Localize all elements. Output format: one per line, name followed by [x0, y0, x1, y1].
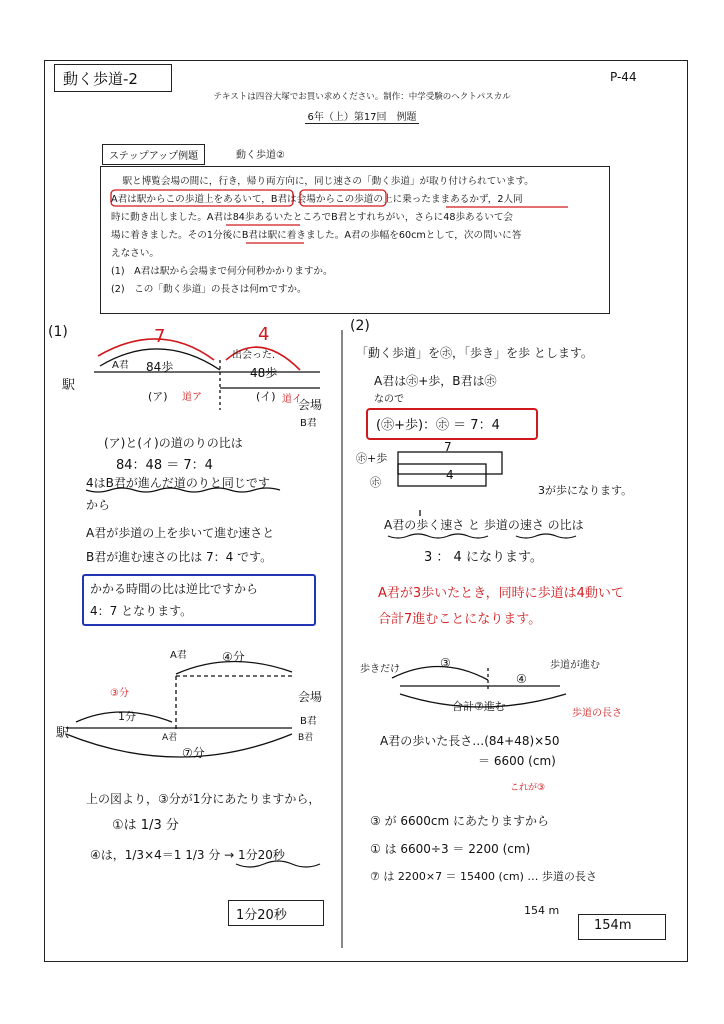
d1-venue: 会場 [298, 398, 323, 412]
d2-a-kun: A君 [170, 650, 187, 661]
calc-6: 154 m [524, 904, 560, 917]
d2-b-kun: B君 [300, 716, 317, 727]
calc-5: ⑦ は 2200×7 ＝ 15400 (cm) … 歩道の長さ [370, 870, 597, 883]
d3-ho-plus: ㋭+歩 [356, 452, 388, 465]
d4-total: 合計⑦進む [452, 700, 506, 713]
answer-1: 1分20秒 [236, 908, 287, 923]
step-topic: 動く歩道② [236, 150, 285, 161]
mark-a-circle [111, 190, 293, 206]
p1-text8: ①は 1/3 分 [112, 818, 179, 833]
blue-line-2: 4：7 となります。 [90, 604, 193, 618]
d1-p-b: (イ) [256, 390, 276, 403]
d1-steps48: 48歩 [250, 366, 278, 380]
p1-text6: B君が進む速さの比は 7：4 です。 [86, 550, 273, 564]
page-number: P-44 [610, 70, 637, 84]
d2-b-label: B君 [298, 733, 314, 743]
d4-length: 歩道の長さ [572, 708, 622, 719]
d4-three: ③ [440, 656, 451, 670]
d2-a-label: A君 [162, 733, 178, 743]
d4-walk-only: 歩きだけ [360, 664, 400, 675]
d2-one-min: 1分 [118, 710, 136, 723]
problem-line: A君は駅からこの歩道上をあるいて，B君は会場からこの歩道の上に乗ったままあるかず，2人同 [111, 194, 523, 205]
d2-four-min: ④分 [222, 650, 245, 664]
diagram-2 [66, 661, 292, 757]
blue-line-1: かかる時間の比は逆比ですから [90, 582, 259, 596]
p2-text3: なので [374, 394, 404, 405]
d1-station: 駅 [62, 378, 76, 393]
d3-seven: 7 [444, 440, 452, 454]
d4-walkway: 歩道が進む [550, 660, 600, 671]
d2-seven-min: ⑦分 [182, 746, 205, 760]
p1-text3: 4はB君が進んだ道のりと同じです [86, 476, 270, 490]
d1-path-a: 道ア [182, 392, 202, 403]
problem-line: 場に着きました。その1分後にB君は駅に着きました。A君の歩幅を60cmとして，次の問いに答 [111, 230, 522, 241]
d1-b-kun: B君 [300, 418, 317, 429]
p2-text1: 「動く歩道」を㋭，「歩き」を歩 とします。 [356, 346, 593, 360]
credit-line: テキストは四谷大塚でお買い求めください。制作：中学受験のヘクトパスカル [213, 92, 511, 102]
calc-2: ＝ 6600 (cm) [478, 754, 556, 768]
part1-label: (1) [48, 324, 68, 340]
calc-1: A君の歩いた長さ…(84+48)×50 [380, 734, 560, 748]
d1-a-kun: A君 [112, 360, 129, 371]
d1-seven: 7 [154, 326, 166, 347]
p2-text4: A君の歩く速さ と 歩道の速さ の比は [384, 518, 584, 532]
d3-note: 3が歩になります。 [538, 484, 633, 497]
problem-line: 時に動き出しました。A君は84歩あるいたところでB君とすれちがい，さらに48歩あるいて会 [111, 212, 514, 223]
lesson-line: 6年（上）第17回 例題 [307, 112, 417, 123]
d3-four: 4 [446, 468, 454, 482]
d1-four: 4 [258, 324, 270, 345]
d1-steps84: 84歩 [146, 360, 174, 374]
diagram-3 [398, 452, 502, 516]
p1-text1: (ア)と(イ)の道のりの比は [104, 436, 243, 450]
d2-three-min: ③分 [110, 688, 129, 699]
p2-text5: 3 ： 4 になります。 [424, 550, 543, 565]
question-2: (2) この「動く歩道」の長さは何mですか。 [111, 284, 307, 295]
d4-four: ④ [516, 672, 527, 686]
ratio-text: (㋭+歩)：㋭ ＝ 7：4 [376, 418, 500, 433]
p1-text5: A君が歩道の上を歩いて進む速さと [86, 526, 275, 540]
calc-4: ① は 6600÷3 ＝ 2200 (cm) [370, 842, 531, 856]
p1-text7: 上の図より，③分が1分にあたりますから， [86, 792, 321, 806]
d2-venue: 会場 [298, 690, 323, 704]
part2-label: (2) [350, 318, 370, 334]
p1-text2: 84：48 ＝ 7：4 [116, 458, 213, 473]
d1-path-b: 道イ [282, 394, 302, 405]
answer-2: 154m [594, 918, 632, 933]
p1-text9: ④は，1/3×4＝1 1/3 分 → 1分20秒 [90, 848, 285, 862]
mark-b-circle [300, 190, 386, 206]
calc-3: ③ が 6600cm にあたりますから [370, 814, 550, 828]
question-1: (1) A君は駅から会場まで何分何秒かかりますか。 [111, 266, 333, 277]
p1-text4: から [86, 498, 111, 512]
problem-line: 駅と博覧会場の間に，行き，帰り両方向に，同じ速さの「動く歩道」が取り付けられています。 [122, 176, 534, 187]
page-title: 動く歩道-2 [54, 64, 172, 92]
p2-red1: A君が3歩いたとき，同時に歩道は4動いて [378, 586, 624, 601]
d2-station: 駅 [56, 726, 70, 741]
p2-text2: A君は㋭+歩，B君は㋭ [374, 374, 497, 388]
step-tag: ステップアップ例題 [102, 144, 205, 165]
problem-line: えなさい。 [111, 248, 159, 259]
p2-red2: 合計7進むことになります。 [378, 612, 542, 627]
calc-2-note: これが③ [510, 783, 546, 793]
d1-met: 出会った. [232, 350, 276, 361]
d1-p-a: (ア) [148, 390, 168, 403]
d3-ho: ㋭ [370, 476, 381, 489]
